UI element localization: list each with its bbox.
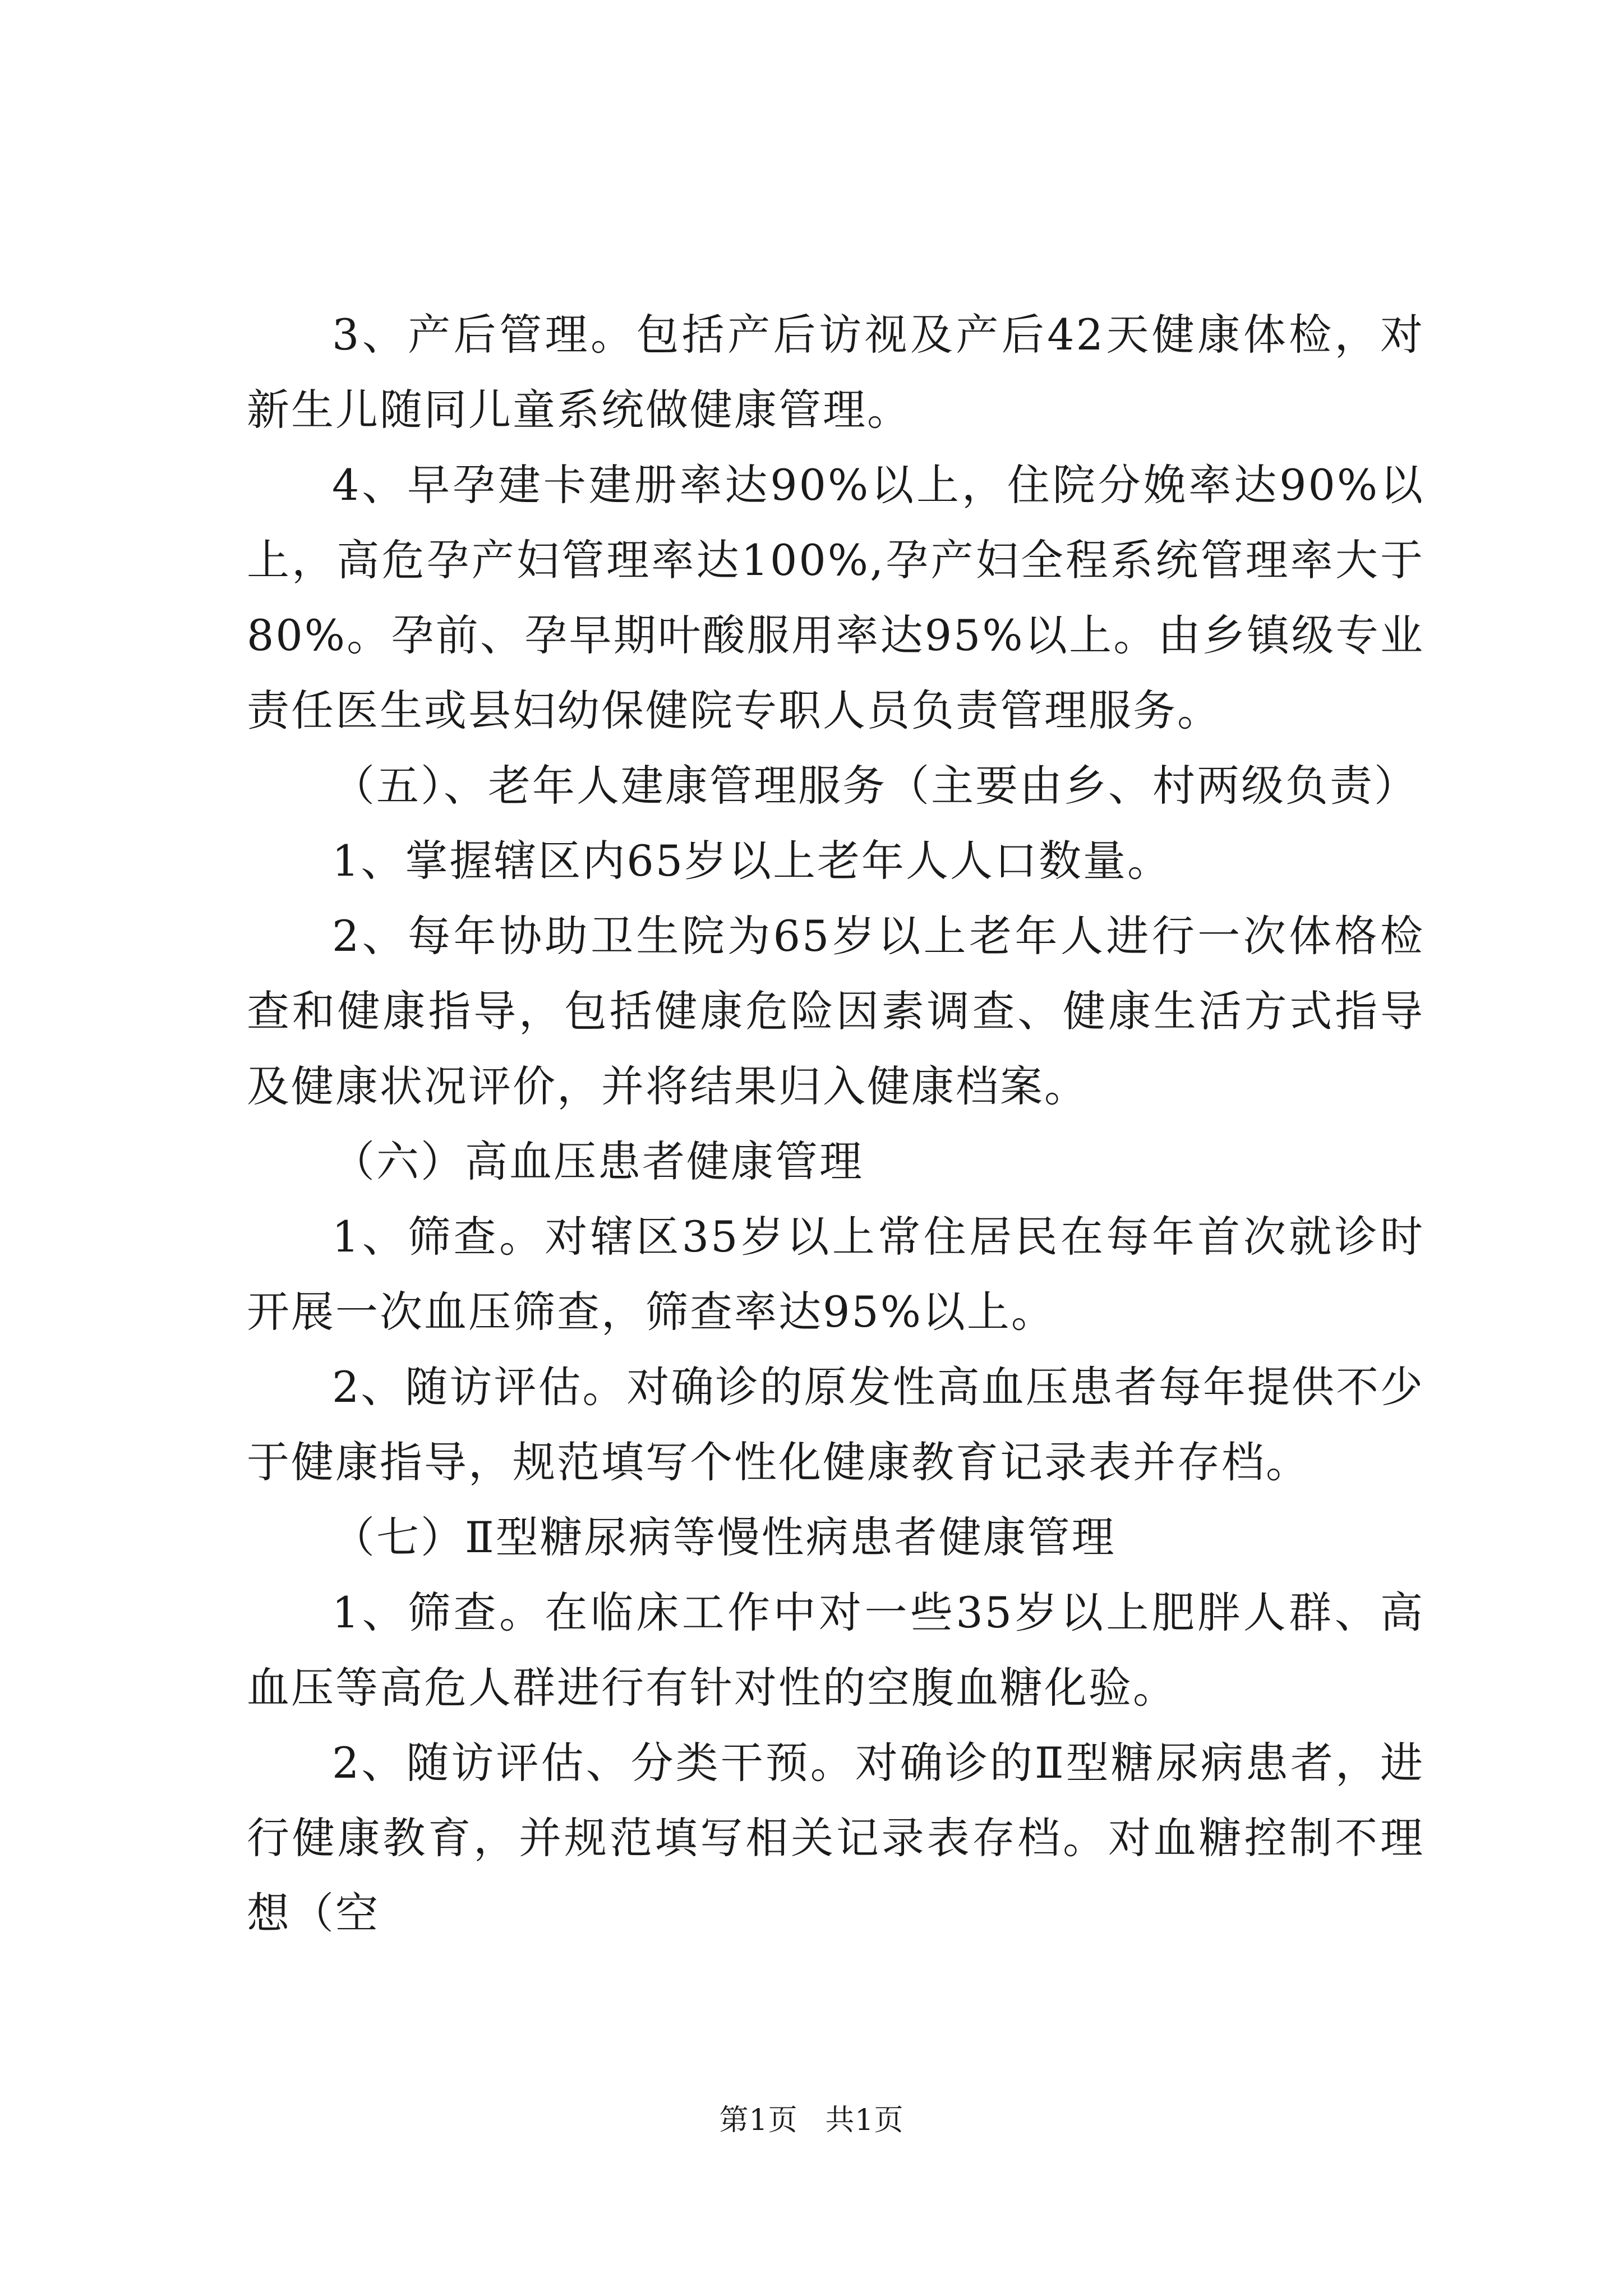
paragraph-postpartum: 3、产后管理。包括产后访视及产后42天健康体检，对新生儿随同儿童系统做健康管理。 xyxy=(247,310,1424,435)
document-body xyxy=(247,297,1424,1951)
page-footer xyxy=(0,2101,1623,2140)
paragraph-elderly-2: 2、每年协助卫生院为65岁以上老年人进行一次体格检查和健康指导，包括健康危险因素调查、健康生活方式指导及健康状况评价，并将结果归入健康档案。 xyxy=(247,911,1424,1111)
section-heading-hypertension: （六）高血压患者健康管理 xyxy=(332,1137,864,1186)
paragraph-diabetes-1: 1、筛查。在临床工作中对一些35岁以上肥胖人群、高血压等高危人群进行有针对性的空腹血糖化验。 xyxy=(247,1588,1424,1713)
page-number: 第1页 xyxy=(719,2104,798,2137)
paragraph-diabetes-2: 2、随访评估、分类干预。对确诊的Ⅱ型糖尿病患者，进行健康教育，并规范填写相关记录表存档。对血糖控制不理想（空 xyxy=(247,1738,1424,1938)
page-total: 共1页 xyxy=(825,2104,904,2137)
paragraph-hypertension-1: 1、筛查。对辖区35岁以上常住居民在每年首次就诊时开展一次血压筛查，筛查率达95%以上。 xyxy=(247,1212,1424,1337)
section-heading-elderly: （五）、老年人建康管理服务（主要由乡、村两级负责） xyxy=(332,761,1418,811)
paragraph-rates: 4、早孕建卡建册率达90%以上，住院分娩率达90%以上，高危孕产妇管理率达100%,孕产妇全程系统管理率大于80%。孕前、孕早期叶酸服用率达95%以上。由乡镇级专业责任医生或县妇幼保健院专职人员负责管理服务。 xyxy=(247,460,1424,735)
paragraph-elderly-1: 1、掌握辖区内65岁以上老年人人口数量。 xyxy=(332,836,1172,886)
section-heading-diabetes: （七）Ⅱ型糖尿病等慢性病患者健康管理 xyxy=(332,1512,1116,1562)
paragraph-hypertension-2: 2、随访评估。对确诊的原发性高血压患者每年提供不少于健康指导，规范填写个性化健康教育记录表并存档。 xyxy=(247,1362,1424,1487)
